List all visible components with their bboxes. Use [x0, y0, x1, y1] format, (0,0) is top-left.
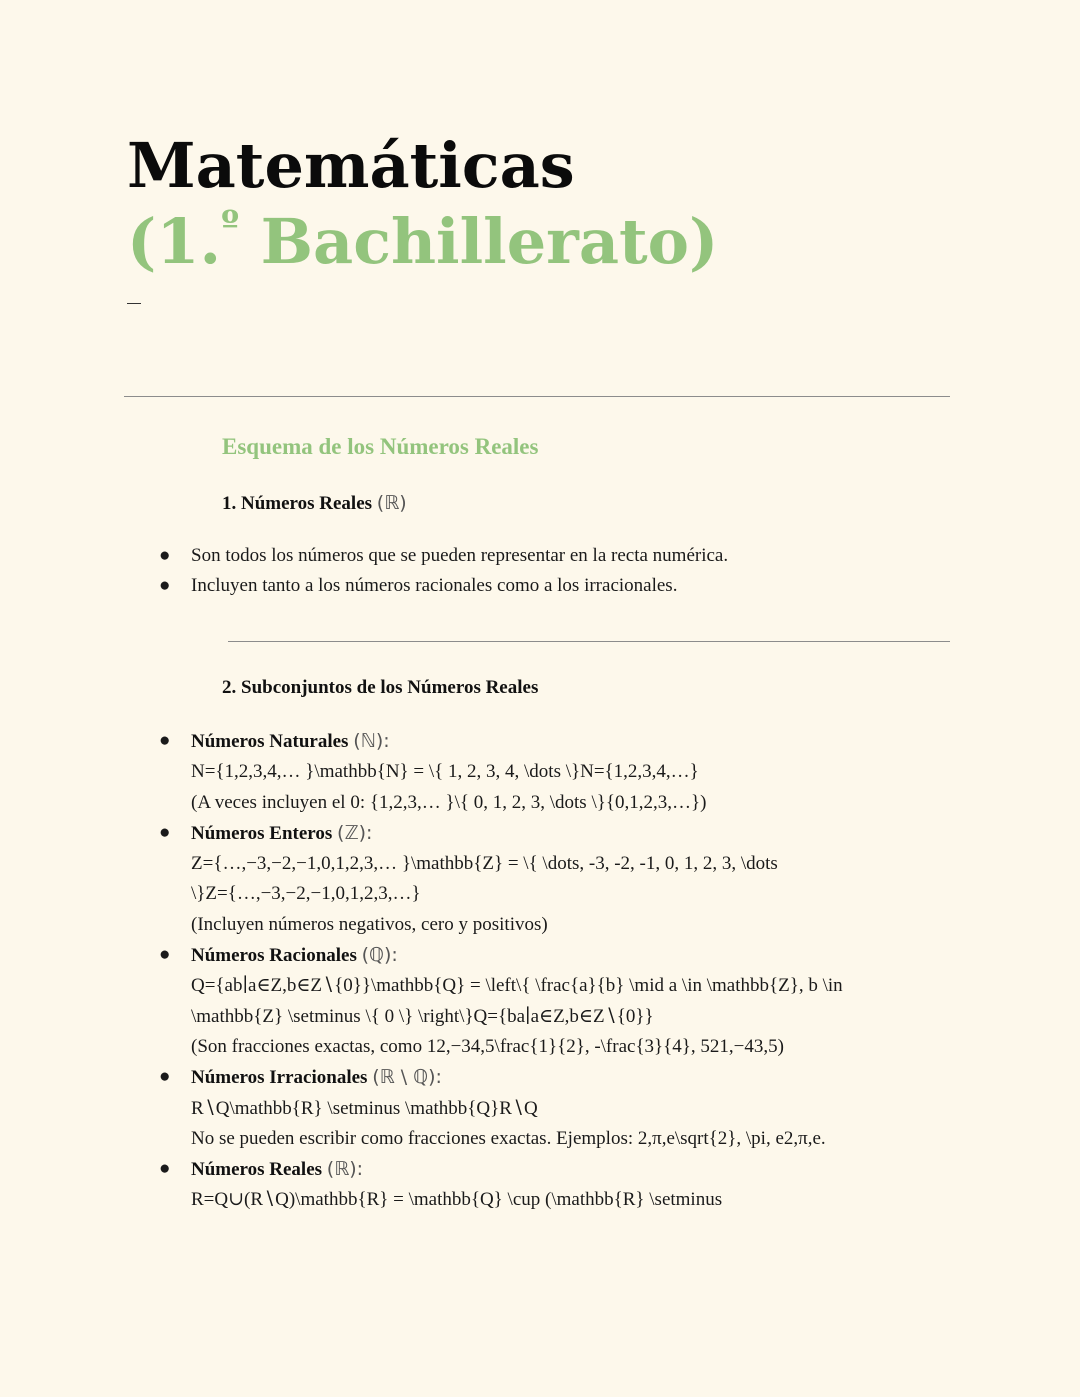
bullet-icon: ● [159, 944, 171, 966]
irrationals-heading [191, 1062, 911, 1093]
rationals-symbol: (ℚ): [361, 944, 398, 967]
rationals-heading [191, 940, 911, 971]
rationals-line-3: (Son fracciones exactas, como 12,−34,5\frac{1}{2}, -\frac{3}{4}, 521,−43,5) [191, 1035, 784, 1057]
bullet-icon: ● [159, 821, 171, 843]
list-item-naturals [0, 726, 911, 818]
rationals-line-1: Q={ab∣a∈Z,b∈Z∖{0}}\mathbb{Q} = \left\{ \frac{a}{b} \mid a \in \mathbb{Z}, b \in [191, 975, 843, 997]
heading-real-numbers-text: 1. Números Reales [222, 493, 377, 514]
reals-symbol: (ℝ): [326, 1158, 364, 1181]
subsets-list [0, 726, 1080, 1216]
list-item [0, 541, 911, 571]
real-numbers-symbol: (ℝ) [376, 492, 407, 514]
subtitle-prefix: (1. [127, 205, 222, 278]
naturals-line-2: (A veces incluyen el 0: {1,2,3,… }\{ 0, 1, 2, 3, \dots \}{0,1,2,3,…}) [191, 791, 707, 813]
naturals-heading [191, 726, 911, 757]
integers-line-3: (Incluyen números negativos, cero y positivos) [191, 913, 548, 935]
list-item-irrationals [0, 1062, 911, 1154]
real-numbers-bullet-list [0, 541, 1080, 602]
integers-line-1: Z={…,−3,−2,−1,0,1,2,3,… }\mathbb{Z} = \{ \dots, -3, -2, -1, 0, 1, 2, 3, \dots [191, 853, 778, 875]
reals-label: Números Reales [191, 1159, 327, 1181]
list-item-text: Son todos los números que se pueden representar en la recta numérica. [191, 545, 729, 566]
rationals-label: Números Racionales [191, 945, 362, 967]
irrationals-label: Números Irracionales [191, 1067, 373, 1089]
integers-line-2: \}Z={…,−3,−2,−1,0,1,2,3,…} [191, 883, 421, 905]
list-item-rationals [0, 940, 911, 1062]
title-subtitle [127, 204, 718, 280]
integers-symbol: (ℤ): [337, 821, 373, 844]
title-dash [127, 303, 141, 304]
bullet-icon: ● [159, 1066, 171, 1088]
irrationals-line-2: No se pueden escribir como fracciones exactas. Ejemplos: 2,π,e\sqrt{2}, \pi, e2,π,e. [191, 1127, 826, 1149]
naturals-line-1: N={1,2,3,4,… }\mathbb{N} = \{ 1, 2, 3, 4, \dots \}N={1,2,3,4,…} [191, 761, 699, 783]
title-main: Matemáticas [127, 129, 575, 202]
subtitle-ordinal: º [221, 203, 240, 245]
bullet-icon: ● [159, 1158, 171, 1180]
horizontal-rule-middle [228, 641, 950, 642]
irrationals-symbol: (ℝ \ ℚ): [372, 1066, 442, 1089]
bullet-icon: ● [159, 575, 171, 597]
bullet-icon: ● [159, 545, 171, 566]
reals-heading [191, 1154, 911, 1185]
list-item-integers [0, 818, 911, 940]
list-item [0, 571, 911, 601]
rationals-line-2: \mathbb{Z} \setminus \{ 0 \} \right\}Q={ba∣a∈Z,b∈Z∖{0}} [191, 1005, 654, 1027]
section-title: Esquema de los Números Reales [222, 434, 539, 459]
heading-subsets: 2. Subconjuntos de los Números Reales [222, 677, 539, 698]
naturals-label: Números Naturales [191, 731, 354, 752]
integers-heading [191, 818, 911, 849]
document-title [127, 128, 718, 280]
subtitle-suffix: Bachillerato) [239, 205, 719, 278]
horizontal-rule-top [124, 396, 950, 397]
list-item-text: Incluyen tanto a los números racionales como a los irracionales. [191, 575, 678, 597]
bullet-icon: ● [159, 730, 171, 751]
naturals-symbol: (ℕ): [353, 730, 390, 752]
list-item-reals [0, 1154, 911, 1216]
heading-real-numbers [222, 492, 407, 515]
irrationals-line-1: R∖Q\mathbb{R} \setminus \mathbb{Q}R∖Q [191, 1097, 538, 1119]
integers-label: Números Enteros [191, 822, 338, 844]
reals-line-1: R=Q∪(R∖Q)\mathbb{R} = \mathbb{Q} \cup (\mathbb{R} \setminus [191, 1189, 723, 1211]
